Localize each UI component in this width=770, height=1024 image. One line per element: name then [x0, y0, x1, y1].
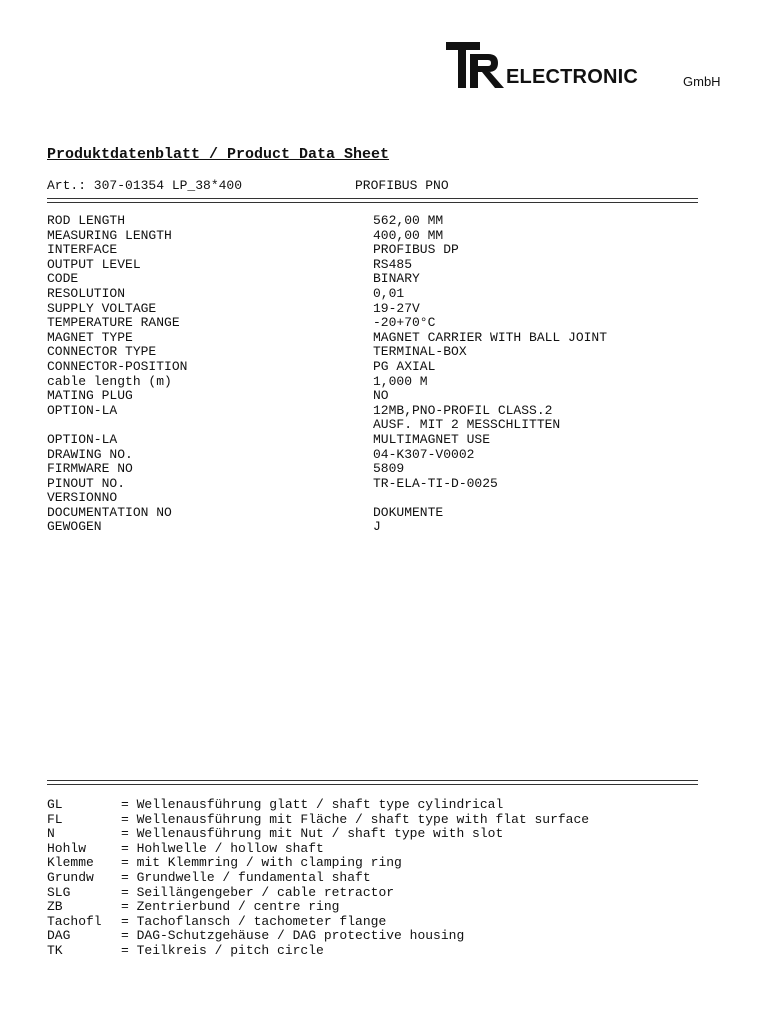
spec-value: 04-K307-V0002	[373, 446, 475, 462]
spec-key: MAGNET TYPE	[47, 329, 133, 345]
legend-item	[47, 944, 707, 959]
spec-value: J	[373, 519, 381, 535]
spec-row-resolution	[47, 287, 707, 302]
legend-abbr: ZB	[47, 899, 63, 915]
spec-row-versionno	[47, 491, 707, 506]
spec-row-option-la-2	[47, 433, 707, 448]
legend-desc: = Hohlwelle / hollow shaft	[121, 840, 324, 856]
spec-row-option-la	[47, 404, 707, 433]
spec-value: 19-27V	[373, 300, 420, 316]
legend-item	[47, 813, 707, 828]
spec-key: ROD LENGTH	[47, 213, 126, 228]
spec-value: 12MB,PNO-PROFIL CLASS.2	[373, 402, 553, 418]
logo-brand-text: ELECTRONIC	[506, 66, 638, 88]
spec-key: CONNECTOR-POSITION	[47, 358, 188, 374]
legend-abbr: N	[47, 826, 55, 842]
spec-row-documentation-no	[47, 506, 707, 521]
spec-key: PINOUT NO.	[47, 475, 126, 491]
legend-abbr: DAG	[47, 928, 71, 944]
spec-row-connector-position	[47, 360, 707, 375]
spec-row-firmware-no	[47, 462, 707, 477]
spec-key: INTERFACE	[47, 242, 118, 258]
spec-key: DOCUMENTATION NO	[47, 504, 172, 520]
abbreviation-legend	[47, 798, 707, 959]
spec-value: BINARY	[373, 271, 420, 287]
legend-desc: = Wellenausführung glatt / shaft type cylindrical	[121, 797, 504, 812]
spec-value: MAGNET CARRIER WITH BALL JOINT	[373, 329, 608, 345]
spec-value: 1,000 M	[373, 373, 428, 389]
spec-key: RESOLUTION	[47, 285, 126, 301]
article-protocol: PROFIBUS PNO	[355, 178, 449, 193]
legend-abbr: Hohlw	[47, 840, 87, 856]
spec-value: TR-ELA-TI-D-0025	[373, 475, 498, 491]
spec-value: -20+70°C	[373, 315, 436, 331]
spec-row-connector-type	[47, 345, 707, 360]
company-logo	[446, 42, 736, 94]
spec-key: VERSIONNO	[47, 490, 118, 506]
spec-table	[47, 214, 707, 535]
spec-row-measuring-length	[47, 229, 707, 244]
spec-key: OPTION-LA	[47, 431, 118, 447]
spec-key: TEMPERATURE RANGE	[47, 315, 180, 331]
spec-key: CODE	[47, 271, 79, 287]
legend-abbr: Grundw	[47, 869, 94, 885]
spec-row-magnet-type	[47, 331, 707, 346]
legend-item	[47, 886, 707, 901]
spec-row-output-level	[47, 258, 707, 273]
article-number: Art.: 307-01354 LP_38*400	[47, 178, 243, 193]
legend-desc: = mit Klemmring / with clamping ring	[121, 855, 402, 871]
legend-divider	[47, 780, 698, 785]
spec-row-code	[47, 272, 707, 287]
legend-item	[47, 900, 707, 915]
spec-value: RS485	[373, 256, 413, 272]
spec-value: MULTIMAGNET USE	[373, 431, 491, 447]
spec-key: MATING PLUG	[47, 388, 133, 404]
spec-value: DOKUMENTE	[373, 504, 444, 520]
legend-desc: = Grundwelle / fundamental shaft	[121, 869, 371, 885]
spec-value-continued: AUSF. MIT 2 MESSCHLITTEN	[373, 417, 561, 433]
legend-item	[47, 915, 707, 930]
header-divider	[47, 198, 698, 203]
spec-key: FIRMWARE NO	[47, 461, 133, 477]
legend-item	[47, 798, 707, 813]
page-title: Produktdatenblatt / Product Data Sheet	[47, 146, 390, 163]
legend-abbr: GL	[47, 797, 63, 812]
legend-desc: = Wellenausführung mit Fläche / shaft type with flat surface	[121, 811, 590, 827]
spec-value: 5809	[373, 461, 405, 477]
spec-value: 0,01	[373, 285, 405, 301]
legend-desc: = Zentrierbund / centre ring	[121, 899, 340, 915]
spec-key: GEWOGEN	[47, 519, 102, 535]
spec-row-drawing-no	[47, 448, 707, 463]
tr-logo-mark-icon	[446, 42, 504, 90]
spec-row-gewogen	[47, 520, 707, 535]
spec-value: NO	[373, 388, 389, 404]
spec-key: DRAWING NO.	[47, 446, 133, 462]
spec-key: OPTION-LA	[47, 402, 118, 418]
spec-row-rod-length	[47, 214, 707, 229]
spec-value: TERMINAL-BOX	[373, 344, 467, 360]
legend-desc: = Wellenausführung mit Nut / shaft type with slot	[121, 826, 504, 842]
spec-key: CONNECTOR TYPE	[47, 344, 157, 360]
spec-row-pinout-no	[47, 477, 707, 492]
legend-abbr: FL	[47, 811, 63, 827]
legend-item	[47, 871, 707, 886]
legend-abbr: Klemme	[47, 855, 94, 871]
legend-abbr: SLG	[47, 884, 71, 900]
spec-row-temperature-range	[47, 316, 707, 331]
spec-value: PROFIBUS DP	[373, 242, 459, 258]
spec-row-supply-voltage	[47, 302, 707, 317]
spec-row-interface	[47, 243, 707, 258]
spec-value: 562,00 MM	[373, 213, 444, 228]
legend-item	[47, 842, 707, 857]
legend-desc: = Seillängengeber / cable retractor	[121, 884, 395, 900]
spec-row-mating-plug	[47, 389, 707, 404]
spec-key: OUTPUT LEVEL	[47, 256, 141, 272]
legend-desc: = DAG-Schutzgehäuse / DAG protective housing	[121, 928, 465, 944]
legend-abbr: TK	[47, 942, 63, 958]
spec-value: PG AXIAL	[373, 358, 436, 374]
legend-abbr: Tachofl	[47, 913, 102, 929]
spec-value: 400,00 MM	[373, 227, 444, 243]
spec-key: MEASURING LENGTH	[47, 227, 172, 243]
spec-row-cable-length	[47, 375, 707, 390]
logo-suffix-text: GmbH	[683, 74, 721, 89]
legend-item	[47, 827, 707, 842]
spec-key: cable length (m)	[47, 373, 172, 389]
spec-key: SUPPLY VOLTAGE	[47, 300, 157, 316]
legend-item	[47, 929, 707, 944]
legend-item	[47, 856, 707, 871]
legend-desc: = Tachoflansch / tachometer flange	[121, 913, 387, 929]
legend-desc: = Teilkreis / pitch circle	[121, 942, 324, 958]
